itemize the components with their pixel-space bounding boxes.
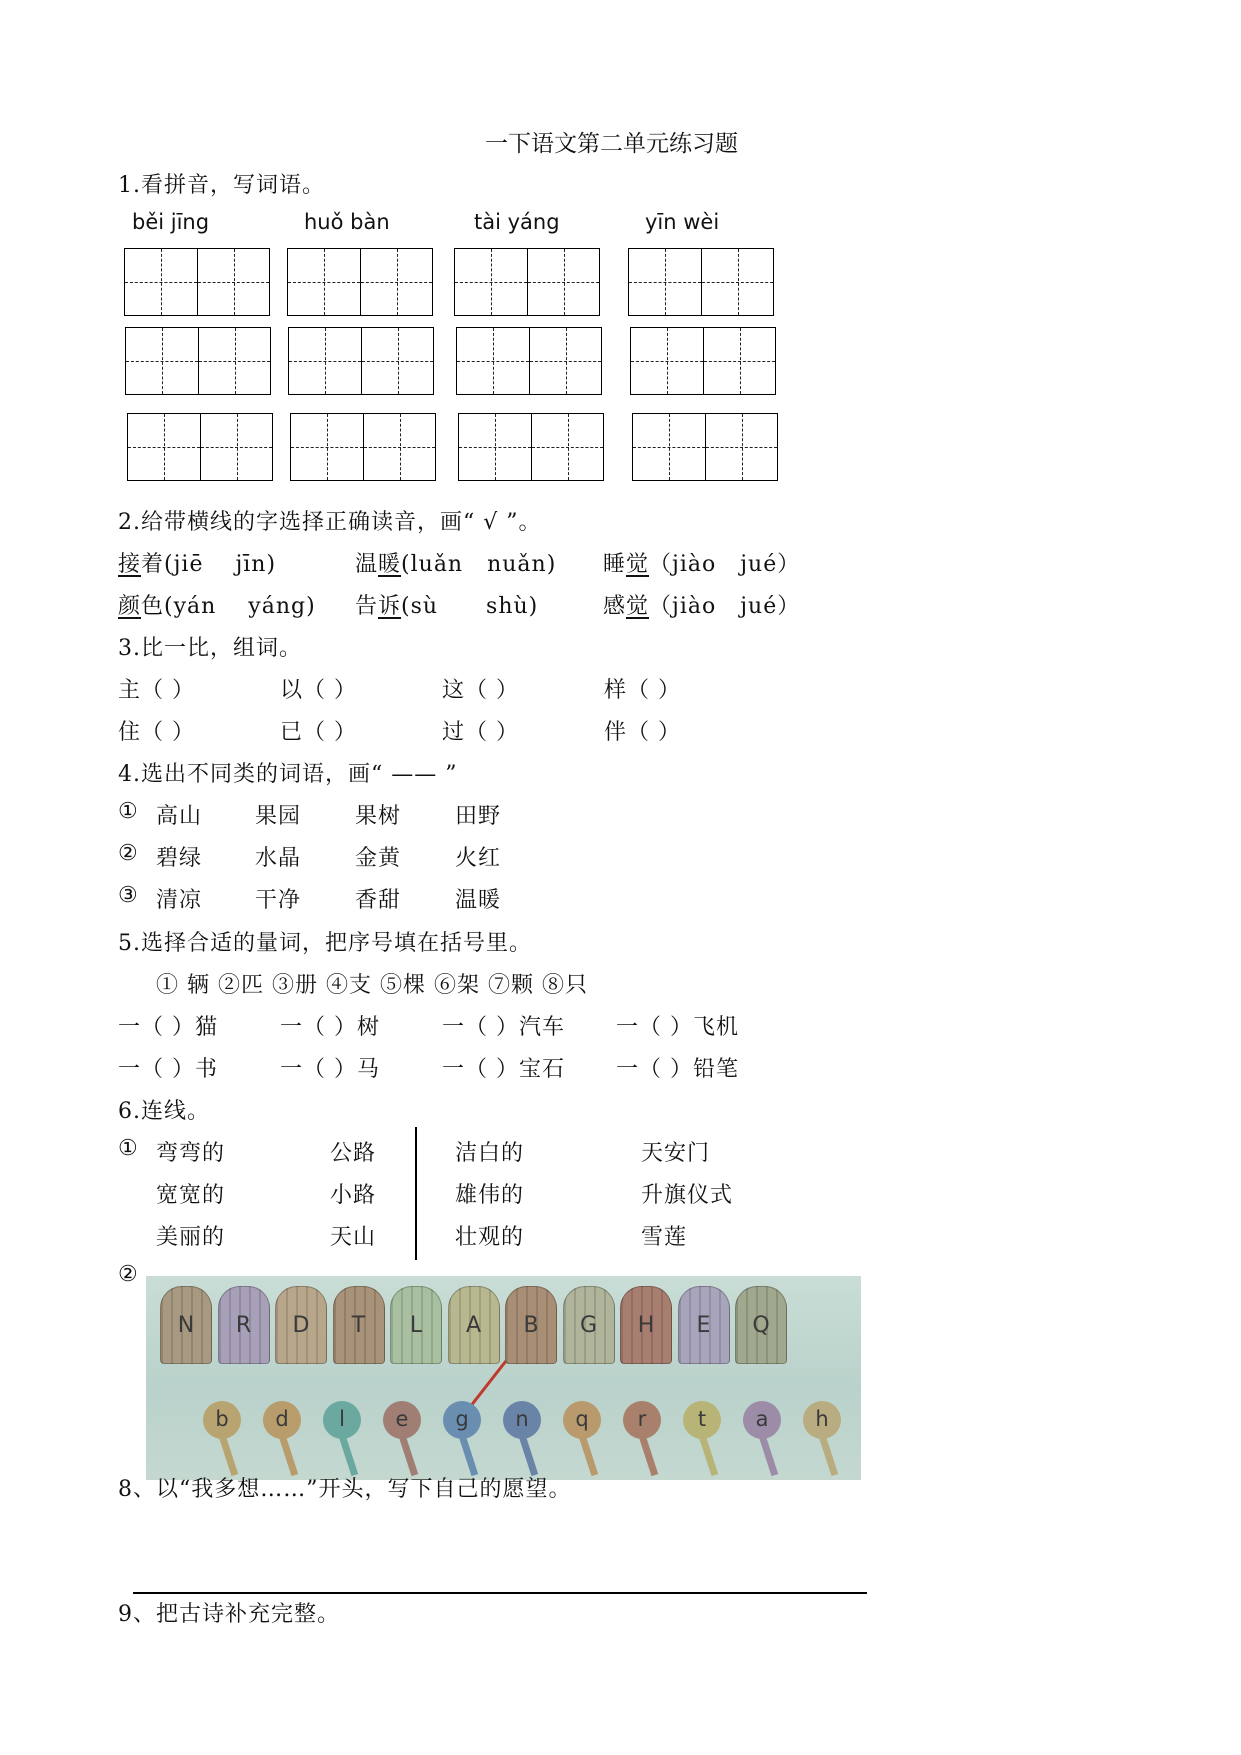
pronunciation-item bbox=[118, 589, 316, 620]
q4-heading: 4.选出不同类的词语，画“ —— ” bbox=[118, 762, 458, 787]
pron-options: (luǎn nuǎn) bbox=[401, 552, 557, 577]
key-shaft bbox=[279, 1436, 298, 1476]
key-shaft bbox=[219, 1436, 238, 1476]
key-letter: t bbox=[697, 1407, 707, 1431]
q5-item: 一（ ）汽车 bbox=[442, 1015, 565, 1040]
pron-prefix: 温 bbox=[355, 552, 379, 577]
tianzige-grid bbox=[287, 248, 433, 316]
pronunciation-item bbox=[603, 547, 800, 578]
q1-heading: 1.看拼音，写词语。 bbox=[118, 173, 325, 198]
q2-heading: 2.给带横线的字选择正确读音，画“ √ ”。 bbox=[118, 510, 542, 535]
tianzige-grid bbox=[127, 413, 273, 481]
pron-options: 色(yán yáng) bbox=[141, 594, 316, 619]
answer-line bbox=[133, 1592, 867, 1594]
underlined-char: 诉 bbox=[378, 594, 402, 619]
q3-item: 主（ ） bbox=[118, 678, 195, 703]
tianzige-grid bbox=[628, 248, 774, 316]
pron-options: （jiào jué） bbox=[649, 594, 801, 619]
match-word: 小路 bbox=[330, 1183, 377, 1208]
key-letter: b bbox=[215, 1407, 229, 1431]
pron-prefix: 告 bbox=[355, 594, 379, 619]
match-word: 宽宽的 bbox=[156, 1183, 226, 1208]
door-g bbox=[563, 1286, 615, 1364]
pinyin-4: yīn wèi bbox=[645, 210, 720, 234]
q3-heading: 3.比一比，组词。 bbox=[118, 636, 302, 661]
q5-item: 一（ ）宝石 bbox=[442, 1057, 565, 1082]
q3-item: 样（ ） bbox=[604, 678, 681, 703]
key-shaft bbox=[459, 1436, 478, 1476]
key-letter: l bbox=[339, 1407, 345, 1431]
door-letter: D bbox=[292, 1313, 310, 1338]
tianzige-grid bbox=[454, 248, 600, 316]
tianzige-grid bbox=[456, 327, 602, 395]
page-title: 一下语文第二单元练习题 bbox=[485, 131, 738, 157]
tianzige-grid bbox=[288, 327, 434, 395]
key-shaft bbox=[699, 1436, 718, 1476]
match-word: 升旗仪式 bbox=[641, 1183, 734, 1208]
q4-word: 火红 bbox=[455, 846, 502, 871]
key-shaft bbox=[339, 1436, 358, 1476]
underlined-char: 觉 bbox=[626, 552, 650, 577]
q3-item: 住（ ） bbox=[118, 720, 195, 745]
door-d bbox=[275, 1286, 327, 1364]
underlined-char: 暖 bbox=[378, 552, 402, 577]
match-word: 雄伟的 bbox=[455, 1183, 525, 1208]
door-letter: B bbox=[523, 1313, 539, 1338]
q3-item: 已（ ） bbox=[280, 720, 357, 745]
door-r bbox=[218, 1286, 270, 1364]
q4-word: 香甜 bbox=[355, 888, 402, 913]
divider-line bbox=[415, 1127, 417, 1260]
q6-num-2: ② bbox=[118, 1262, 139, 1287]
q4-word: 水晶 bbox=[255, 846, 302, 871]
door-letter: G bbox=[579, 1313, 598, 1338]
door-letter: L bbox=[409, 1313, 423, 1338]
pron-prefix: 睡 bbox=[603, 552, 627, 577]
q5-item: 一（ ）马 bbox=[280, 1057, 380, 1082]
door-t bbox=[333, 1286, 385, 1364]
underlined-char: 颜 bbox=[118, 594, 142, 619]
q4-word: 果树 bbox=[355, 804, 402, 829]
match-word: 壮观的 bbox=[455, 1225, 525, 1250]
tianzige-grid bbox=[630, 327, 776, 395]
pron-options: (sù shù) bbox=[401, 594, 539, 619]
key-letter: h bbox=[815, 1407, 829, 1431]
q4-word: 果园 bbox=[255, 804, 302, 829]
tianzige-grid bbox=[458, 413, 604, 481]
q4-num: ① bbox=[118, 799, 139, 824]
door-letter: Q bbox=[752, 1313, 770, 1338]
q4-word: 温暖 bbox=[455, 888, 502, 913]
key-letter: n bbox=[515, 1407, 529, 1431]
door-letter: A bbox=[465, 1313, 482, 1338]
q5-options: ① 辆 ②匹 ③册 ④支 ⑤棵 ⑥架 ⑦颗 ⑧只 bbox=[156, 973, 588, 998]
q9-heading: 9、把古诗补充完整。 bbox=[118, 1602, 340, 1627]
key-shaft bbox=[639, 1436, 658, 1476]
pron-prefix: 感 bbox=[603, 594, 627, 619]
key-shaft bbox=[759, 1436, 778, 1476]
q4-word: 高山 bbox=[156, 804, 203, 829]
q5-item: 一（ ）铅笔 bbox=[616, 1057, 739, 1082]
door-b bbox=[505, 1286, 557, 1364]
tianzige-grid bbox=[632, 413, 778, 481]
match-word: 美丽的 bbox=[156, 1225, 226, 1250]
key-letter: q bbox=[575, 1407, 589, 1431]
pronunciation-item bbox=[603, 589, 800, 620]
q5-heading: 5.选择合适的量词，把序号填在括号里。 bbox=[118, 931, 532, 956]
key-letter: d bbox=[275, 1407, 289, 1431]
key-shaft bbox=[519, 1436, 538, 1476]
q5-item: 一（ ）树 bbox=[280, 1015, 380, 1040]
tianzige-grid bbox=[125, 327, 271, 395]
q6-heading: 6.连线。 bbox=[118, 1099, 210, 1124]
q4-num: ③ bbox=[118, 883, 139, 908]
door-letter: N bbox=[177, 1313, 195, 1338]
q3-item: 伴（ ） bbox=[604, 720, 681, 745]
door-e bbox=[678, 1286, 730, 1364]
q4-word: 金黄 bbox=[355, 846, 402, 871]
q5-item: 一（ ）猫 bbox=[118, 1015, 218, 1040]
q3-item: 以（ ） bbox=[280, 678, 357, 703]
key-letter: e bbox=[395, 1407, 409, 1431]
q6-num-1: ① bbox=[118, 1136, 139, 1161]
match-word: 洁白的 bbox=[455, 1141, 525, 1166]
key-letter: a bbox=[755, 1407, 769, 1431]
underlined-char: 觉 bbox=[626, 594, 650, 619]
q4-word: 碧绿 bbox=[156, 846, 203, 871]
door-h bbox=[620, 1286, 672, 1364]
door-n bbox=[160, 1286, 212, 1364]
q8-heading: 8、以“我多想……”开头，写下自己的愿望。 bbox=[118, 1477, 572, 1502]
q3-item: 过（ ） bbox=[442, 720, 519, 745]
pinyin-2: huǒ bàn bbox=[304, 210, 390, 234]
door-letter: R bbox=[235, 1313, 252, 1338]
q4-word: 清凉 bbox=[156, 888, 203, 913]
tianzige-grid bbox=[124, 248, 270, 316]
door-q bbox=[735, 1286, 787, 1364]
door-letter: H bbox=[637, 1313, 655, 1338]
q4-num: ② bbox=[118, 841, 139, 866]
q5-item: 一（ ）飞机 bbox=[616, 1015, 739, 1040]
pinyin-3: tài yáng bbox=[474, 210, 560, 234]
underlined-char: 接 bbox=[118, 552, 142, 577]
pronunciation-item bbox=[355, 547, 556, 578]
match-word: 天安门 bbox=[641, 1141, 711, 1166]
tianzige-grid bbox=[290, 413, 436, 481]
key-shaft bbox=[399, 1436, 418, 1476]
door-l bbox=[390, 1286, 442, 1364]
pronunciation-item bbox=[118, 547, 276, 578]
key-letter: r bbox=[637, 1407, 647, 1431]
key-shaft bbox=[819, 1436, 838, 1476]
pinyin-1: běi jīng bbox=[132, 210, 210, 234]
q4-word: 干净 bbox=[255, 888, 302, 913]
pron-options: （jiào jué） bbox=[649, 552, 801, 577]
pronunciation-item bbox=[355, 589, 538, 620]
doors-and-keys-photo bbox=[146, 1276, 861, 1480]
match-word: 弯弯的 bbox=[156, 1141, 226, 1166]
key-letter: g bbox=[455, 1407, 469, 1431]
key-shaft bbox=[579, 1436, 598, 1476]
match-word: 雪莲 bbox=[641, 1225, 688, 1250]
q5-item: 一（ ）书 bbox=[118, 1057, 218, 1082]
door-a bbox=[448, 1286, 500, 1364]
pron-options: 着(jiē jīn) bbox=[141, 552, 277, 577]
door-letter: T bbox=[351, 1313, 366, 1338]
q3-item: 这（ ） bbox=[442, 678, 519, 703]
q4-word: 田野 bbox=[455, 804, 502, 829]
door-letter: E bbox=[696, 1313, 711, 1338]
match-word: 公路 bbox=[330, 1141, 377, 1166]
match-word: 天山 bbox=[330, 1225, 377, 1250]
